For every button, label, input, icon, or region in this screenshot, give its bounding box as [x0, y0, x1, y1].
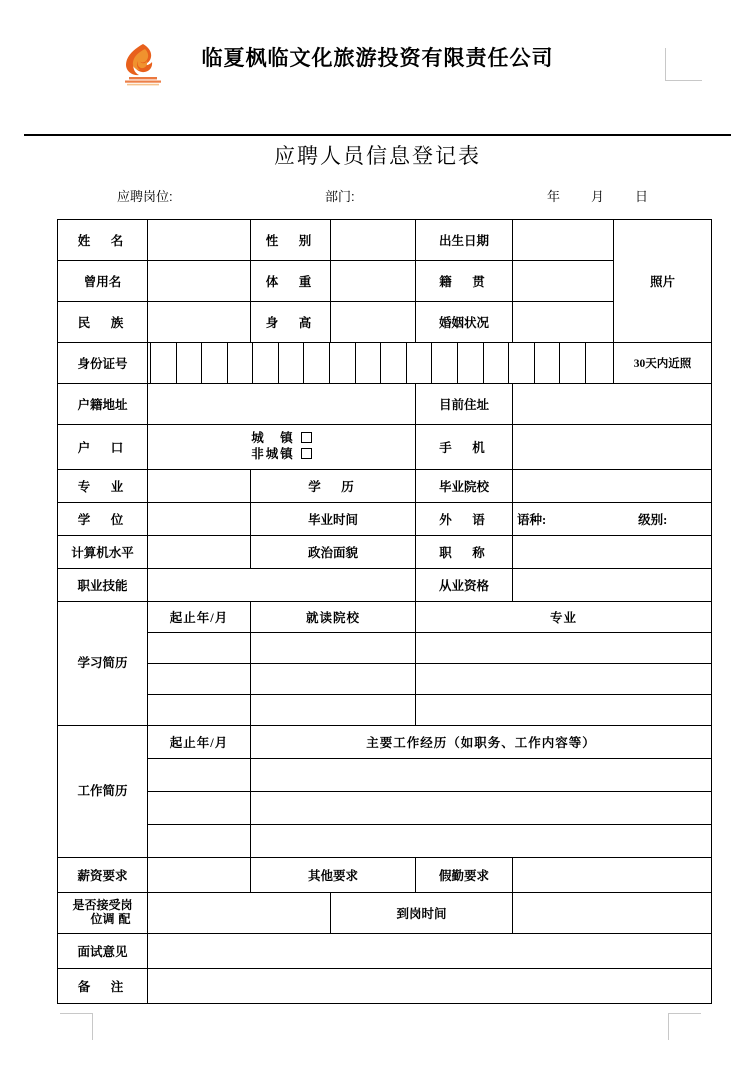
- study-school-value[interactable]: [251, 633, 416, 664]
- work-period-value[interactable]: [148, 792, 251, 825]
- graduation-time-label: 毕业时间: [251, 503, 416, 536]
- id-box[interactable]: [509, 343, 535, 383]
- table-row: [58, 858, 712, 893]
- study-major-value[interactable]: [416, 664, 712, 695]
- department-label: 部门:: [325, 189, 355, 204]
- current-address-label: 目前住址: [416, 384, 513, 425]
- salary-requirement-label: 薪资要求: [58, 858, 148, 893]
- marital-status-label: 婚姻状况: [416, 302, 513, 343]
- id-box[interactable]: [253, 343, 279, 383]
- table-row: [58, 893, 712, 934]
- computer-level-value[interactable]: [148, 536, 251, 569]
- table-row: [58, 470, 712, 503]
- native-place-label: 籍 贯: [416, 261, 513, 302]
- table-row: [58, 220, 712, 261]
- degree-value[interactable]: [148, 503, 251, 536]
- height-value[interactable]: [331, 302, 416, 343]
- id-box[interactable]: [330, 343, 356, 383]
- hukou-urban-option[interactable]: [150, 431, 413, 447]
- id-box[interactable]: [560, 343, 586, 383]
- photo-cell[interactable]: 照片: [614, 220, 712, 343]
- table-row: [58, 633, 712, 664]
- attendance-requirement-label: 假勤要求: [416, 858, 513, 893]
- year-label: 年: [547, 189, 561, 204]
- ethnicity-label: 民 族: [58, 302, 148, 343]
- weight-value[interactable]: [331, 261, 416, 302]
- mobile-value[interactable]: [513, 425, 712, 470]
- household-address-value[interactable]: [148, 384, 416, 425]
- table-row: [58, 602, 712, 633]
- work-col-period-header: 起止年/月: [148, 726, 251, 759]
- remarks-label: 备 注: [58, 969, 148, 1004]
- gender-label: 性 别: [251, 220, 331, 261]
- id-box[interactable]: [483, 343, 509, 383]
- qualification-value[interactable]: [513, 569, 712, 602]
- computer-level-label: 计算机水平: [58, 536, 148, 569]
- accept-transfer-line2-text: 位调: [90, 912, 115, 926]
- accept-transfer-line2-overlap: 配: [118, 912, 131, 926]
- study-period-value[interactable]: [148, 633, 251, 664]
- work-col-detail-header: 主要工作经历（如职务、工作内容等）: [251, 726, 712, 759]
- table-row: [58, 569, 712, 602]
- day-label: 日: [635, 189, 649, 204]
- salary-requirement-value[interactable]: [148, 858, 251, 893]
- birthdate-label: 出生日期: [416, 220, 513, 261]
- id-number-label: 身份证号: [58, 343, 148, 384]
- language-kind-label: 语种:: [517, 513, 547, 527]
- language-level-label: 级别:: [638, 513, 668, 527]
- margin-guide-bottom-right: [668, 1013, 701, 1040]
- qualification-label: 从业资格: [416, 569, 513, 602]
- education-label: 学 历: [251, 470, 416, 503]
- accept-transfer-line2: [90, 912, 131, 927]
- degree-label: 学 位: [58, 503, 148, 536]
- graduate-school-value[interactable]: [513, 470, 712, 503]
- professional-title-label: 职 称: [416, 536, 513, 569]
- vocational-skill-value[interactable]: [148, 569, 416, 602]
- form-meta-row: [57, 186, 712, 206]
- work-period-value[interactable]: [148, 759, 251, 792]
- hukou-rural-option[interactable]: [150, 447, 413, 463]
- gender-value[interactable]: [331, 220, 416, 261]
- id-box[interactable]: [176, 343, 202, 383]
- table-row: [58, 825, 712, 858]
- id-box[interactable]: [381, 343, 407, 383]
- work-detail-value[interactable]: [251, 825, 712, 858]
- table-row: [58, 969, 712, 1004]
- table-row: [58, 503, 712, 536]
- hukou-urban-label: 城 镇: [251, 431, 295, 446]
- former-name-value[interactable]: [148, 261, 251, 302]
- name-value[interactable]: [148, 220, 251, 261]
- work-detail-value[interactable]: [251, 792, 712, 825]
- onboard-time-value[interactable]: [513, 893, 712, 934]
- study-major-value[interactable]: [416, 695, 712, 726]
- accept-transfer-value[interactable]: [148, 893, 331, 934]
- id-number-boxes[interactable]: [148, 343, 614, 384]
- former-name-label: 曾用名: [58, 261, 148, 302]
- id-box[interactable]: [278, 343, 304, 383]
- table-row: [58, 726, 712, 759]
- accept-transfer-label: [58, 893, 148, 934]
- study-history-label-text: 学习简历: [77, 656, 128, 671]
- major-label: 专 业: [58, 470, 148, 503]
- study-school-value[interactable]: [251, 664, 416, 695]
- study-major-value[interactable]: [416, 633, 712, 664]
- foreign-language-label: 外 语: [416, 503, 513, 536]
- table-row: [58, 536, 712, 569]
- applicant-info-table: [57, 219, 712, 1004]
- work-history-label: [58, 726, 148, 858]
- letterhead: [0, 34, 755, 96]
- table-row: [58, 384, 712, 425]
- work-period-value[interactable]: [148, 825, 251, 858]
- study-history-label: [58, 602, 148, 726]
- attendance-requirement-value[interactable]: [513, 858, 712, 893]
- margin-guide-bottom-left: [60, 1013, 93, 1040]
- table-row: [58, 759, 712, 792]
- table-row: [58, 425, 712, 470]
- onboard-time-label: 到岗时间: [331, 893, 513, 934]
- id-box[interactable]: [304, 343, 330, 383]
- id-box[interactable]: [534, 343, 560, 383]
- interview-opinion-value[interactable]: [148, 934, 712, 969]
- major-value[interactable]: [148, 470, 251, 503]
- page-title: 应聘人员信息登记表: [274, 145, 481, 168]
- month-label: 月: [591, 189, 605, 204]
- study-school-value[interactable]: [251, 695, 416, 726]
- accept-transfer-line1: 是否接受岗: [72, 898, 133, 913]
- id-box[interactable]: [585, 343, 611, 383]
- id-box[interactable]: [432, 343, 458, 383]
- id-box[interactable]: [406, 343, 432, 383]
- work-history-label-text: 工作简历: [77, 784, 128, 799]
- study-period-value[interactable]: [148, 664, 251, 695]
- id-box-row: [151, 343, 612, 383]
- graduate-school-label: 毕业院校: [416, 470, 513, 503]
- native-place-value[interactable]: [513, 261, 614, 302]
- id-box[interactable]: [151, 343, 177, 383]
- study-period-value[interactable]: [148, 695, 251, 726]
- weight-label: 体 重: [251, 261, 331, 302]
- height-label: 身 高: [251, 302, 331, 343]
- interview-opinion-label: 面试意见: [58, 934, 148, 969]
- id-box[interactable]: [457, 343, 483, 383]
- id-box[interactable]: [355, 343, 381, 383]
- checkbox-icon[interactable]: [301, 448, 312, 459]
- table-row: [58, 664, 712, 695]
- table-row: [58, 695, 712, 726]
- table-row: [58, 261, 712, 302]
- id-box[interactable]: [227, 343, 253, 383]
- table-row: [58, 934, 712, 969]
- current-address-value[interactable]: [513, 384, 712, 425]
- mobile-label: 手 机: [416, 425, 513, 470]
- study-col-period-header: 起止年/月: [148, 602, 251, 633]
- household-address-label: 户籍地址: [58, 384, 148, 425]
- id-box[interactable]: [202, 343, 228, 383]
- ethnicity-value[interactable]: [148, 302, 251, 343]
- birthdate-value[interactable]: [513, 220, 614, 261]
- foreign-language-detail[interactable]: [513, 503, 712, 536]
- photo-note-label: 30天内近照: [614, 343, 712, 384]
- remarks-value[interactable]: [148, 969, 712, 1004]
- other-requirement-label: 其他要求: [251, 858, 416, 893]
- study-col-school-header: 就读院校: [251, 602, 416, 633]
- vocational-skill-label: 职业技能: [58, 569, 148, 602]
- table-row: [58, 302, 712, 343]
- study-col-major-header: 专业: [416, 602, 712, 633]
- hukou-label: 户 口: [58, 425, 148, 470]
- professional-title-value[interactable]: [513, 536, 712, 569]
- company-name: 临夏枫临文化旅游投资有限责任公司: [201, 46, 554, 70]
- hukou-options[interactable]: [148, 425, 416, 470]
- table-row: [58, 343, 712, 384]
- hukou-rural-label: 非城镇: [251, 447, 295, 461]
- position-label: 应聘岗位:: [117, 189, 173, 204]
- letterhead-divider: [24, 134, 731, 136]
- table-row: [58, 792, 712, 825]
- work-detail-value[interactable]: [251, 759, 712, 792]
- political-status-label: 政治面貌: [251, 536, 416, 569]
- marital-status-value[interactable]: [513, 302, 614, 343]
- name-label: 姓 名: [58, 220, 148, 261]
- checkbox-icon[interactable]: [301, 432, 312, 443]
